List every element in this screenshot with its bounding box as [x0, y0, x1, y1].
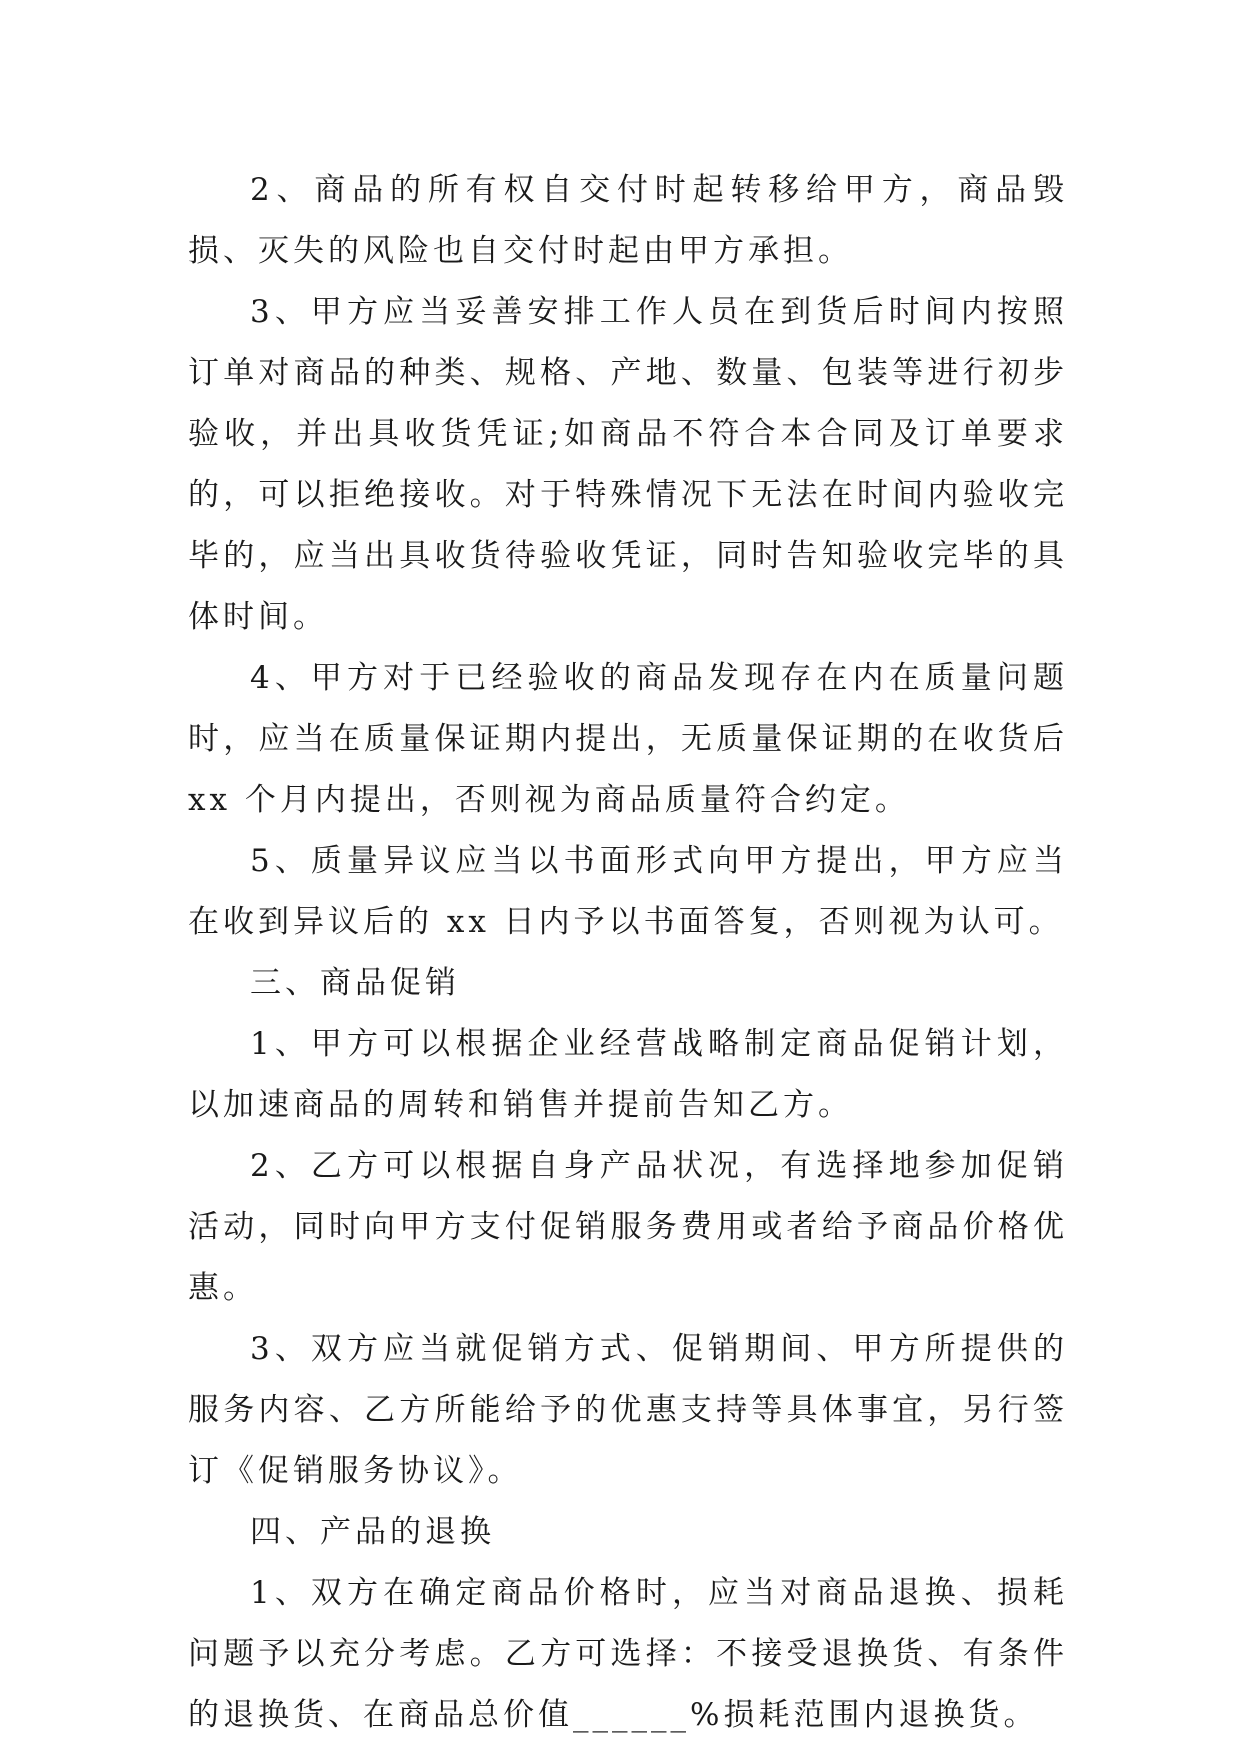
- returns-clause-1: 1、双方在确定商品价格时，应当对商品退换、损耗问题予以充分考虑。乙方可选择：不接受退换货、有条件的退换货、在商品总价值______%损耗范围内退换货。: [188, 1575, 1068, 1733]
- document-body: [188, 160, 1068, 1746]
- clause-2-ownership-transfer: 2、商品的所有权自交付时起转移给甲方，商品毁损、灭失的风险也自交付时起由甲方承担。: [188, 172, 1068, 269]
- clause-3-initial-inspection: 3、甲方应当妥善安排工作人员在到货后时间内按照订单对商品的种类、规格、产地、数量、包装等进行初步验收，并出具收货凭证;如商品不符合本合同及订单要求的，可以拒绝接收。对于特殊情况下无法在时间内验收完毕的，应当出具收货待验收凭证，同时告知验收完毕的具体时间。: [188, 294, 1068, 635]
- section-heading-returns: 四、产品的退换: [250, 1514, 495, 1550]
- clause-5-quality-objection: 5、质量异议应当以书面形式向甲方提出，甲方应当在收到异议后的 xx 日内予以书面答复，否则视为认可。: [188, 843, 1068, 940]
- promotion-clause-2: 2、乙方可以根据自身产品状况，有选择地参加促销活动，同时向甲方支付促销服务费用或者给予商品价格优惠。: [188, 1148, 1068, 1306]
- promotion-clause-1: 1、甲方可以根据企业经营战略制定商品促销计划，以加速商品的周转和销售并提前告知乙方。: [188, 1026, 1068, 1123]
- section-heading-promotion: 三、商品促销: [250, 965, 460, 1001]
- clause-4-quality-issues: 4、甲方对于已经验收的商品发现存在内在质量问题时，应当在质量保证期内提出，无质量保证期的在收货后 xx 个月内提出，否则视为商品质量符合约定。: [188, 660, 1068, 818]
- promotion-clause-3: 3、双方应当就促销方式、促销期间、甲方所提供的服务内容、乙方所能给予的优惠支持等具体事宜，另行签订《促销服务协议》。: [188, 1331, 1068, 1489]
